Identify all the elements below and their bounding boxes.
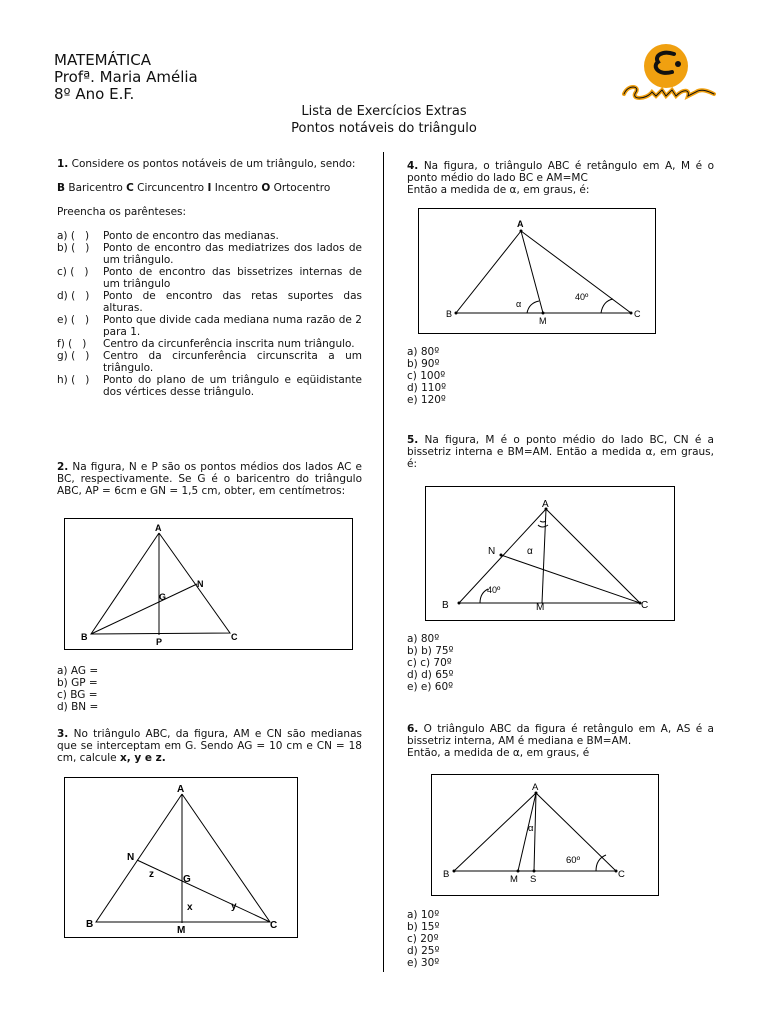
q2-text: Na figura, N e P são os pontos médios dos lados AC e BC, respectivamente. Se G é o baricentro do triângulo ABC, AP = 6cm e GN = 1,5 cm, obter, em centímetros: (57, 461, 362, 497)
q6-answer: c) 20º (407, 933, 439, 945)
q4-label-a: A (517, 219, 524, 229)
q6-label-c: C (618, 869, 625, 880)
q2-label-b: B (81, 632, 88, 642)
q3-figure (64, 777, 298, 938)
q5-answer: d) d) 65º (407, 669, 454, 681)
q1-items (57, 230, 362, 398)
q6-answer: d) 25º (407, 945, 440, 957)
q6-text: O triângulo ABC da figura é retângulo em A, AS é a bissetriz interna, AM é mediana e BM=AM. (407, 723, 714, 747)
question-6: 6. O triângulo ABC da figura é retângulo em A, AS é a bissetriz interna, AM é mediana e BM=AM. Então, a medida de α, em graus, é (407, 723, 714, 759)
q6-answer: e) 30º (407, 957, 440, 969)
q4-figure (418, 208, 656, 334)
q4-answers (407, 346, 607, 406)
q4-text: Na figura, o triângulo ABC é retângulo em A, M é o ponto médio do lado BC e AM=MC (407, 160, 714, 184)
q4-label-c: C (634, 309, 641, 319)
q2-label-g: G (159, 592, 167, 602)
q5-label-a: A (542, 499, 549, 510)
q4-answer: d) 110º (407, 382, 447, 394)
q1-item: f) ( ) Centro da circunferência inscrita num triângulo. (57, 338, 355, 350)
q1-intro: Considere os pontos notáveis de um triângulo, sendo: (71, 158, 356, 170)
q5-answer: c) c) 70º (407, 657, 452, 669)
q5-label-c: C (641, 600, 649, 611)
q5-label-angle: 40º (487, 585, 501, 595)
equipe-logo (618, 40, 718, 110)
q4-answer: a) 80º (407, 346, 440, 358)
q1-item: h) ( ) Ponto do plano de um triângulo e eqüidistante dos vértices desse triângulo. (57, 374, 362, 398)
q5-answer: b) b) 75º (407, 645, 454, 657)
q6-label-s: S (530, 874, 537, 885)
q2-answer: b) GP = (57, 677, 98, 689)
q3-label-n: N (127, 852, 135, 863)
q6-label-alpha: α (528, 823, 534, 834)
q5-answer: e) e) 60º (407, 681, 454, 693)
q4-label-alpha: α (516, 299, 522, 309)
q2-label-n: N (197, 579, 204, 589)
q6-figure (431, 774, 659, 896)
q4-answer: c) 100º (407, 370, 446, 382)
question-4: 4. Na figura, o triângulo ABC é retângulo em A, M é o ponto médio do lado BC e AM=MC Então a medida de α, em graus, é: (407, 160, 714, 196)
question-2: 2. Na figura, N e P são os pontos médios dos lados AC e BC, respectivamente. Se G é o baricentro do triângulo ABC, AP = 6cm e GN = 1,5 cm, obter, em centímetros: (57, 461, 362, 497)
q6-text2: Então, a medida de α, em graus, é (407, 747, 590, 759)
q1-item: b) ( ) Ponto de encontro das mediatrizes dos lados de um triângulo. (57, 242, 362, 266)
q6-label-b: B (443, 869, 450, 880)
q1-number: 1. (57, 158, 69, 170)
title-line1: Lista de Exercícios Extras (301, 104, 467, 119)
q3-label-z: z (149, 869, 154, 880)
q2-label-c: C (231, 632, 238, 642)
q3-label-m: M (177, 925, 186, 936)
q6-label-angle: 60º (566, 855, 581, 866)
q3-vars: x, y e z. (119, 752, 166, 764)
q4-answer: e) 120º (407, 394, 446, 406)
q1-item: e) ( ) Ponto que divide cada mediana numa razão de 2 para 1. (57, 314, 362, 338)
q2-label-a: A (155, 523, 162, 533)
q4-text2: Então a medida de α, em graus, é: (407, 184, 590, 196)
q1-legend: B Baricentro C Circuncentro I Incentro O Ortocentro (57, 182, 331, 194)
q5-answer: a) 80º (407, 633, 440, 645)
q4-answer: b) 90º (407, 358, 440, 370)
grade-label: 8º Ano E.F. (54, 85, 135, 103)
q5-text: Na figura, M é o ponto médio do lado BC, CN é a bissetriz interna e BM=AM. Então a medida α, em graus, é: (407, 434, 714, 470)
question-1 (57, 158, 362, 398)
q5-label-n: N (488, 546, 496, 557)
q3-label-x: x (187, 902, 193, 913)
q1-instructions: Preencha os parênteses: (57, 206, 187, 218)
q5-label-alpha: α (527, 546, 533, 557)
question-5: 5. Na figura, M é o ponto médio do lado BC, CN é a bissetriz interna e BM=AM. Então a medida α, em graus, é: (407, 434, 714, 470)
q2-answer: d) BN = (57, 701, 99, 713)
q3-label-a: A (177, 784, 185, 795)
q6-label-m: M (510, 874, 518, 885)
q2-answers (57, 665, 257, 713)
q3-label-b: B (86, 919, 94, 930)
q4-label-angle: 40º (575, 292, 589, 302)
q1-item: c) ( ) Ponto de encontro das bissetrizes internas de um triângulo (57, 266, 362, 290)
q6-answers (407, 909, 607, 969)
q1-item: a) ( ) Ponto de encontro das medianas. (57, 230, 279, 242)
teacher-name: Profª. Maria Amélia (54, 68, 198, 86)
q6-label-a: A (532, 782, 539, 793)
question-3: 3. No triângulo ABC, da figura, AM e CN são medianas que se interceptam em G. Sendo AG = 10 cm e CN = 18 cm, calcule x, y e z. (57, 728, 362, 764)
q4-label-m: M (539, 316, 547, 326)
title-line2: Pontos notáveis do triângulo (291, 121, 477, 136)
q2-answer: c) BG = (57, 689, 98, 701)
q6-answer: a) 10º (407, 909, 440, 921)
q2-label-p: P (156, 637, 163, 647)
q1-item: d) ( ) Ponto de encontro das retas suportes das alturas. (57, 290, 362, 314)
q2-figure (64, 518, 353, 650)
q3-label-y: y (231, 901, 237, 912)
q5-answers (407, 633, 607, 693)
column-divider (383, 152, 384, 972)
q3-label-g: G (183, 874, 191, 885)
subject-title: MATEMÁTICA (54, 51, 152, 69)
q1-item: g) ( ) Centro da circunferência circunscrita a um triângulo. (57, 350, 362, 374)
q4-label-b: B (446, 309, 453, 319)
q3-label-c: C (270, 920, 278, 931)
q3-text: No triângulo ABC, da figura, AM e CN são medianas que se interceptam em G. Sendo AG = 10 cm e CN = 18 cm, calcule (57, 728, 362, 764)
q5-label-b: B (442, 600, 449, 611)
q6-answer: b) 15º (407, 921, 440, 933)
q5-figure (425, 486, 675, 621)
q5-label-m: M (536, 602, 545, 613)
q2-answer: a) AG = (57, 665, 99, 677)
